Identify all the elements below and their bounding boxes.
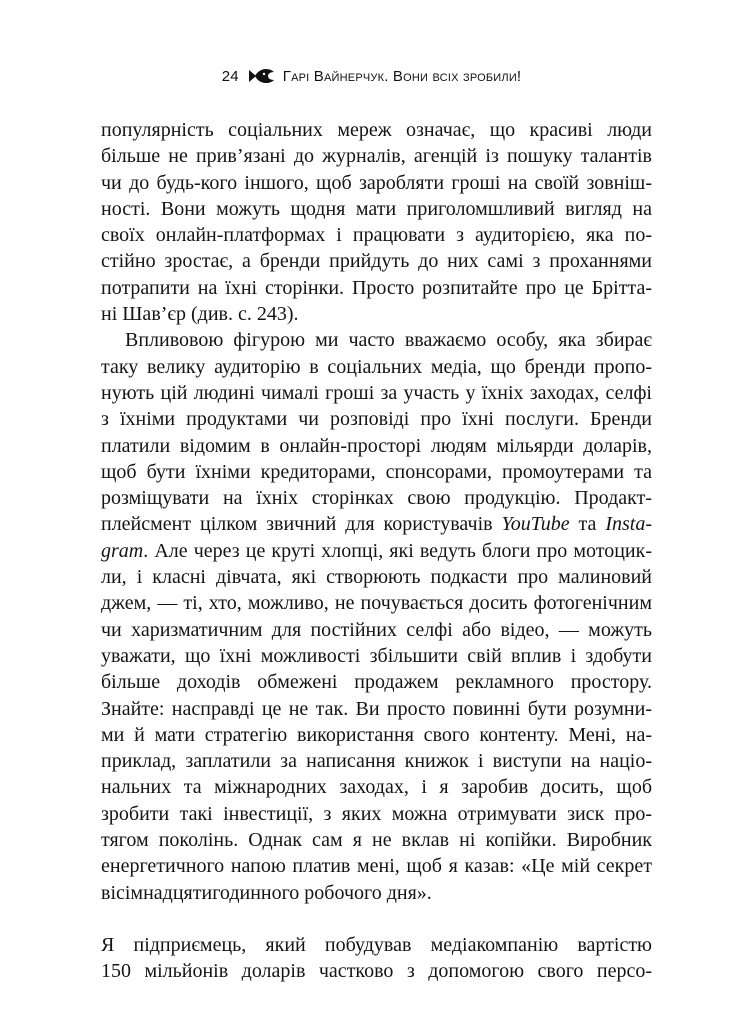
text-line: ли, і класні дівчата, які створюють подкасти про малиновий (101, 566, 652, 589)
page-number: 24 (221, 67, 239, 85)
text-run: плейсмент цілком звичний для користувачів (101, 513, 502, 536)
text-line: приклад, заплатили за написання книжок і виступи на націо- (101, 750, 652, 773)
text-line: вісімнадцятигодинного робочого дня». (101, 881, 432, 904)
text-line: уважати, що їхні можливості збільшити свій вплив і здобути (101, 644, 652, 667)
text-line: ні Шав’єр (див. с. 243). (101, 303, 299, 326)
text-line: таку велику аудиторію в соціальних медіа, що бренди пропо- (101, 355, 652, 378)
text-line (101, 538, 652, 564)
fish-ornament-icon (247, 66, 277, 86)
text-line: Впливовою фігурою ми часто вважаємо особу, яка збирає (125, 329, 652, 352)
text-line: більше не прив’язані до журналів, агенцій із пошуку талантів (101, 145, 652, 168)
running-title: Гарі Вайнерчук. Вони всіх зробили! (282, 67, 522, 85)
paragraph-gap (101, 906, 652, 932)
text-line: ності. Вони можуть щодня мати приголомшливий вигляд на (101, 197, 652, 220)
text-line (101, 511, 652, 537)
text-line: більше доходів обмежені продажем рекламного простору. (101, 671, 652, 694)
text-line: енергетичного напою платив мені, щоб я казав: «Це мій секрет (101, 855, 652, 878)
text-line: платили відомим в онлайн-просторі людям мільярди доларів, (101, 434, 652, 457)
text-line: Знайте: насправді це не так. Ви просто повинні бути розумни- (101, 697, 652, 720)
text-line: 150 мільйонів доларів частково з допомогою свого персо- (101, 960, 652, 983)
text-line: тягом поколінь. Однак сам я не вклав ні копійки. Виробник (101, 829, 652, 852)
italic-term: gram (101, 539, 144, 562)
text-line: своїх онлайн-платформах і працювати з аудиторією, яка по- (101, 224, 652, 247)
italic-term: YouTube (501, 513, 570, 536)
text-line: нують цій людині чималі гроші за участь у їхніх заходах, селфі (101, 381, 652, 404)
italic-term: Insta- (605, 513, 652, 536)
text-line: чи харизматичним для постійних селфі або відео, — можуть (101, 618, 652, 641)
text-line: зробити такі інвестиції, з яких можна отримувати зиск про- (101, 802, 652, 825)
text-run: та (569, 513, 606, 536)
text-line: популярність соціальних мереж означає, що красиві люди (101, 119, 652, 141)
text-line: стійно зростає, а бренди прийдуть до них самі з проханнями (101, 250, 652, 273)
text-line: ми й мати стратегію використання свого контенту. Мені, на- (101, 723, 652, 746)
text-line: джем, — ті, хто, можливо, не почувається досить фотогенічним (101, 592, 652, 615)
text-line: чи до будь-кого іншого, щоб заробляти гроші на своїй зовніш- (101, 171, 652, 194)
text-line: Я підприємець, який побудував медіакомпанію вартістю (101, 933, 652, 956)
text-line: нальних та міжнародних заходах, і я заробив досить, щоб (101, 776, 652, 799)
page-body (101, 117, 652, 985)
text-line: розміщувати на їхніх сторінках свою продукцію. Продакт- (101, 487, 652, 510)
text-line: щоб бути їхніми кредиторами, спонсорами, промоутерами та (101, 460, 652, 483)
text-line: з їхніми продуктами чи розповіді про їхні послуги. Бренди (101, 408, 652, 431)
text-run: . Але через це круті хлопці, які ведуть блоги про мотоцик- (143, 539, 652, 562)
text-line: потрапити на їхні сторінки. Просто розпитайте про це Брітта- (101, 276, 652, 299)
running-header (0, 66, 743, 86)
